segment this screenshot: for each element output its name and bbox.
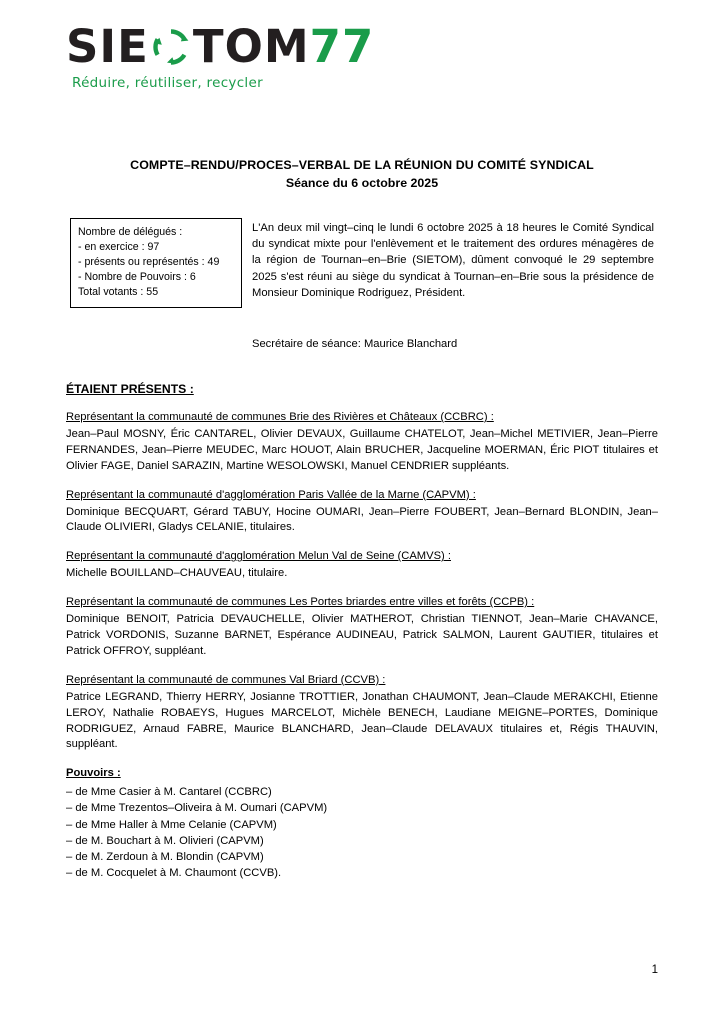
group-heading: Représentant la communauté de communes Brie des Rivières et Châteaux (CCBRC) : (66, 411, 494, 423)
attendance-group (66, 595, 658, 660)
group-members: Dominique BENOIT, Patricia DEVAUCHELLE, Olivier MATHEROT, Christian TIENNOT, Jean–Marie CHAVANCE, Patrick VORDONIS, Suzanne BARNET, Espérance AUDINEAU, Patrick SALMON, Laurent GAUTIER, titulaires et Patrick OFFROY, suppléant. (66, 613, 658, 657)
attendance-body (66, 410, 658, 882)
attendance-group (66, 488, 658, 537)
page-number: 1 (651, 964, 658, 976)
info-line-3: - présents ou représentés : 49 (78, 256, 220, 269)
logo-text-sie: SIE (66, 20, 149, 73)
info-line-2: - en exercice : 97 (78, 241, 160, 254)
attendance-group (66, 549, 658, 582)
sietom-logo (66, 20, 375, 91)
group-members: Patrice LEGRAND, Thierry HERRY, Josianne TROTTIER, Jonathan CHAUMONT, Jean–Claude MERAKCHI, Etienne LEROY, Nathalie ROBAEYS, Hugues MARCELOT, Michèle BENECH, Laudiane MEIGNE–PORTES, Dominique RODRIGUEZ, Arnaud FABRE, Maurice BLANCHARD, Jean–Claude DELAVAUX titulaires et, Régis THAUVIN, suppléant. (66, 690, 658, 751)
intro-paragraph: L'An deux mil vingt–cinq le lundi 6 octobre 2025 à 18 heures le Comité Syndical du syndicat mixte pour l'enlèvement et le traitement des ordures ménagères de la région de Tournan–en–Brie (SIETOM), dûment convoqué le 29 septembre 2025 s'est réuni au siège du syndicat à Tournan–en–Brie sous la présidence de Monsieur Dominique Rodriguez, Président. (252, 222, 654, 299)
page-subtitle: Séance du 6 octobre 2025 (285, 176, 439, 190)
group-members: Michelle BOUILLAND–CHAUVEAU, titulaire. (66, 567, 288, 580)
power-item: – de Mme Trezentos–Oliveira à M. Oumari (CAPVM) (66, 802, 328, 815)
powers-section (66, 766, 658, 881)
power-item: – de M. Cocquelet à M. Chaumont (CCVB). (66, 867, 282, 880)
power-item: – de Mme Casier à M. Cantarel (CCBRC) (66, 786, 272, 799)
group-heading: Représentant la communauté de communes Val Briard (CCVB) : (66, 673, 386, 686)
attendance-group (66, 410, 658, 475)
power-item: – de M. Bouchart à M. Olivieri (CAPVM) (66, 834, 264, 847)
logo-text-77: 77 (309, 20, 375, 73)
info-line-1: Nombre de délégués : (78, 226, 183, 238)
power-item: – de M. Zerdoun à M. Blondin (CAPVM) (66, 851, 264, 864)
group-members: Jean–Paul MOSNY, Éric CANTAREL, Olivier DEVAUX, Guillaume CHATELOT, Jean–Michel METIVIER, Jean–Pierre FERNANDES, Jean–Pierre MEUDEC, Marc HOUOT, Alain BRUCHER, Jacqueline MOERMAN, Éric PIOT titulaires et Olivier FAGE, Daniel SARAZIN, Martine WESOLOWSKI, Manuel CENDRIER suppléants. (66, 427, 658, 472)
logo-wordmark (66, 20, 375, 73)
page-title: COMPTE–RENDU/PROCES–VERBAL DE LA RÉUNION DU COMITÉ SYNDICAL (130, 158, 594, 172)
group-members: Dominique BECQUART, Gérard TABUY, Hocine OUMARI, Jean–Pierre FOUBERT, Jean–Bernard BLONDIN, Jean–Claude OLIVIERI, Gladys CELANIE, titulaires. (66, 505, 658, 534)
attendance-section-title: ÉTAIENT PRÉSENTS : (66, 382, 194, 396)
group-heading: Représentant la communauté d'agglomération Melun Val de Seine (CAMVS) : (66, 550, 451, 563)
logo-text-tom: TOM (192, 20, 310, 73)
info-line-5: Total votants : 55 (78, 286, 159, 299)
attendance-group (66, 673, 658, 754)
logo-tagline: Réduire, réutiliser, recycler (72, 75, 263, 91)
group-heading: Représentant la communauté de communes Les Portes briardes entre villes et forêts (CCPB) : (66, 596, 535, 609)
group-heading: Représentant la communauté d'agglomération Paris Vallée de la Marne (CAPVM) : (66, 488, 476, 501)
recycle-icon (150, 26, 192, 68)
powers-heading: Pouvoirs : (66, 767, 121, 780)
info-line-4: - Nombre de Pouvoirs : 6 (78, 271, 196, 284)
delegate-count-box (70, 218, 242, 308)
power-item: – de Mme Haller à Mme Celanie (CAPVM) (66, 818, 277, 831)
secretary-line: Secrétaire de séance: Maurice Blanchard (252, 338, 458, 350)
